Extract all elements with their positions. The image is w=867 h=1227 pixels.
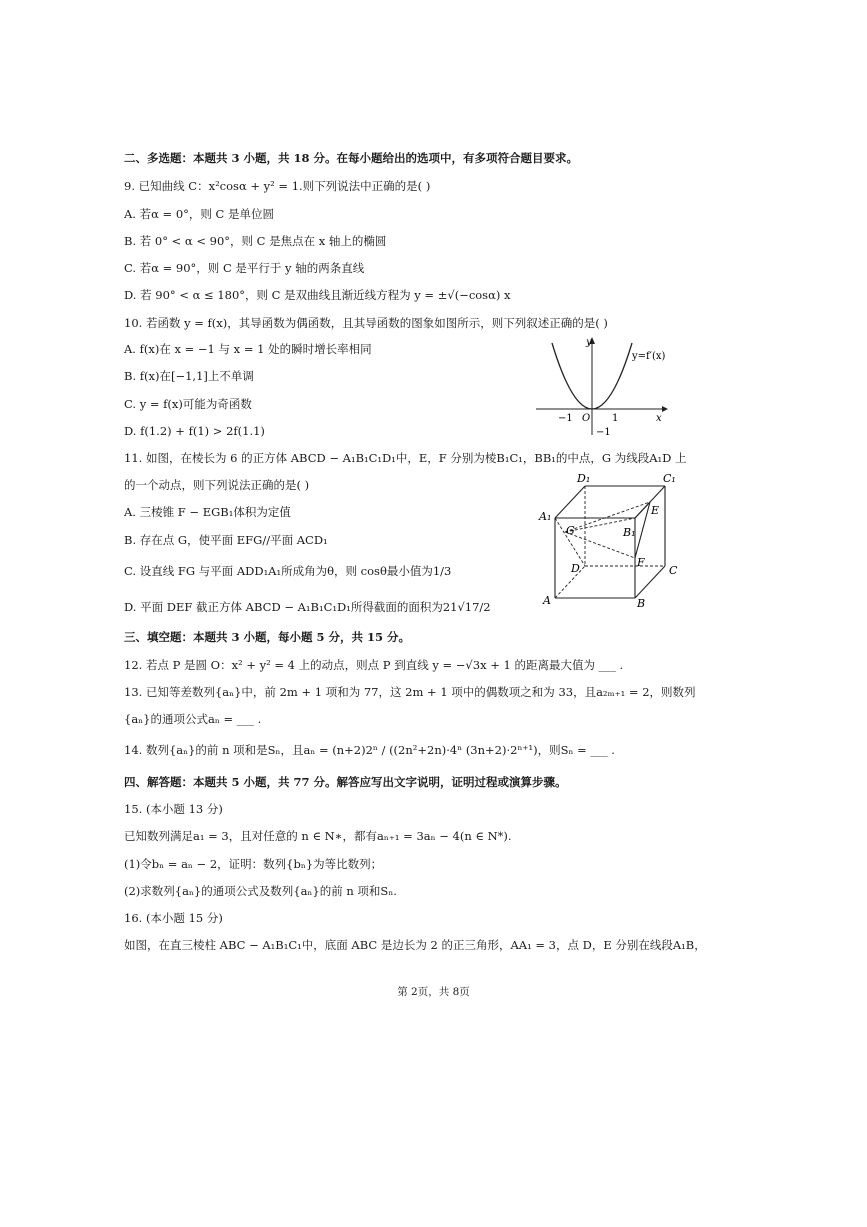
question-15-line3: (2)求数列{aₙ}的通项公式及数列{aₙ}的前 n 项和Sₙ. xyxy=(124,884,397,898)
label-a1: A₁ xyxy=(539,510,552,523)
question-11-stem-line1: 11. 如图，在棱长为 6 的正方体 ABCD − A₁B₁C₁D₁中，E，F 分别为棱B₁C₁，BB₁的中点，G 为线段A₁D 上 xyxy=(124,451,687,465)
question-11-option-b: B. 存在点 G，使平面 EFG//平面 ACD₁ xyxy=(124,533,328,547)
question-10-option-c: C. y = f(x)可能为奇函数 xyxy=(124,397,252,411)
x-axis-label: x xyxy=(656,413,662,424)
page-footer: 第 2页，共 8页 xyxy=(397,986,470,998)
tick-neg1-label: −1 xyxy=(558,413,573,424)
question-16-title: 16. (本小题 15 分) xyxy=(124,911,223,925)
section-header-multi-choice: 二、多选题：本题共 3 小题，共 18 分。在每小题给出的选项中，有多项符合题目要求。 xyxy=(124,151,579,165)
question-11-option-a: A. 三棱锥 F − EGB₁体积为定值 xyxy=(124,505,291,519)
x-axis-arrow-icon xyxy=(662,406,668,412)
question-10-option-d: D. f(1.2) + f(1) > 2f(1.1) xyxy=(124,424,265,438)
question-9-option-b: B. 若 0° < α < 90°，则 C 是焦点在 x 轴上的椭圆 xyxy=(124,234,387,248)
cube-figure xyxy=(535,468,685,613)
section-header-answer: 四、解答题：本题共 5 小题，共 77 分。解答应写出文字说明，证明过程或演算步骤。 xyxy=(124,775,567,789)
question-15-title: 15. (本小题 13 分) xyxy=(124,802,223,816)
label-d: D xyxy=(571,562,580,575)
label-g: G xyxy=(566,524,575,537)
origin-label: O xyxy=(582,413,591,424)
question-10-option-a: A. f(x)在 x = −1 与 x = 1 处的瞬时增长率相同 xyxy=(124,342,372,356)
question-15-line2: (1)令bₙ = aₙ − 2，证明：数列{bₙ}为等比数列； xyxy=(124,857,383,871)
label-b1: B₁ xyxy=(623,526,636,539)
question-11-stem-line2: 的一个动点，则下列说法正确的是( ) xyxy=(124,478,310,492)
tick-pos1-label: 1 xyxy=(612,413,619,424)
question-9-option-c: C. 若α = 90°，则 C 是平行于 y 轴的两条直线 xyxy=(124,261,365,275)
question-13-line1: 13. 已知等差数列{aₙ}中，前 2m + 1 项和为 77，这 2m + 1 项中的偶数项之和为 33，且a₂ₘ₊₁ = 2，则数列 xyxy=(124,685,696,699)
question-13-line2: {aₙ}的通项公式aₙ = ___ . xyxy=(124,712,262,726)
question-9-option-a: A. 若α = 0°，则 C 是单位圆 xyxy=(124,207,275,221)
question-11-option-d: D. 平面 DEF 截正方体 ABCD − A₁B₁C₁D₁所得截面的面积为21√17/2 xyxy=(124,600,491,614)
curve-label: y=f′(x) xyxy=(632,351,666,362)
question-9-option-d: D. 若 90° < α ≤ 180°，则 C 是双曲线且渐近线方程为 y = ±√(−cosα) x xyxy=(124,288,511,302)
derivative-graph xyxy=(530,335,670,440)
question-14: 14. 数列{aₙ}的前 n 项和是Sₙ，且aₙ = (n+2)2ⁿ / ((2n²+2n)·4ⁿ (3n+2)·2ⁿ⁺¹)，则Sₙ = ___ . xyxy=(124,743,615,757)
question-11-option-c: C. 设直线 FG 与平面 ADD₁A₁所成角为θ，则 cosθ最小值为1/3 xyxy=(124,564,452,578)
question-9-stem: 9. 已知曲线 C：x²cosα + y² = 1.则下列说法中正确的是( ) xyxy=(124,179,431,193)
label-c1: C₁ xyxy=(663,472,676,485)
label-c: C xyxy=(669,564,678,577)
label-a: A xyxy=(543,594,551,607)
label-d1: D₁ xyxy=(577,472,591,485)
question-10-stem: 10. 若函数 y = f(x)，其导函数为偶函数，且其导函数的图象如图所示，则下列叙述正确的是( ) xyxy=(124,316,608,330)
label-e: E xyxy=(651,504,660,517)
label-f: F xyxy=(637,556,645,569)
question-12: 12. 若点 P 是圆 O：x² + y² = 4 上的动点，则点 P 到直线 y = −√3x + 1 的距离最大值为 ___ . xyxy=(124,658,624,672)
tick-y-neg1-label: −1 xyxy=(596,427,611,438)
question-16-line1: 如图，在直三棱柱 ABC − A₁B₁C₁中，底面 ABC 是边长为 2 的正三角形，AA₁ = 3，点 D，E 分别在线段A₁B， xyxy=(124,938,706,952)
label-b: B xyxy=(637,597,646,610)
section-header-fill-blank: 三、填空题：本题共 3 小题，每小题 5 分，共 15 分。 xyxy=(124,630,411,644)
y-axis-label: y xyxy=(586,337,592,348)
question-15-line1: 已知数列满足a₁ = 3，且对任意的 n ∈ N∗，都有aₙ₊₁ = 3aₙ − 4(n ∈ N*). xyxy=(124,829,512,843)
question-10-option-b: B. f(x)在[−1,1]上不单调 xyxy=(124,369,254,383)
